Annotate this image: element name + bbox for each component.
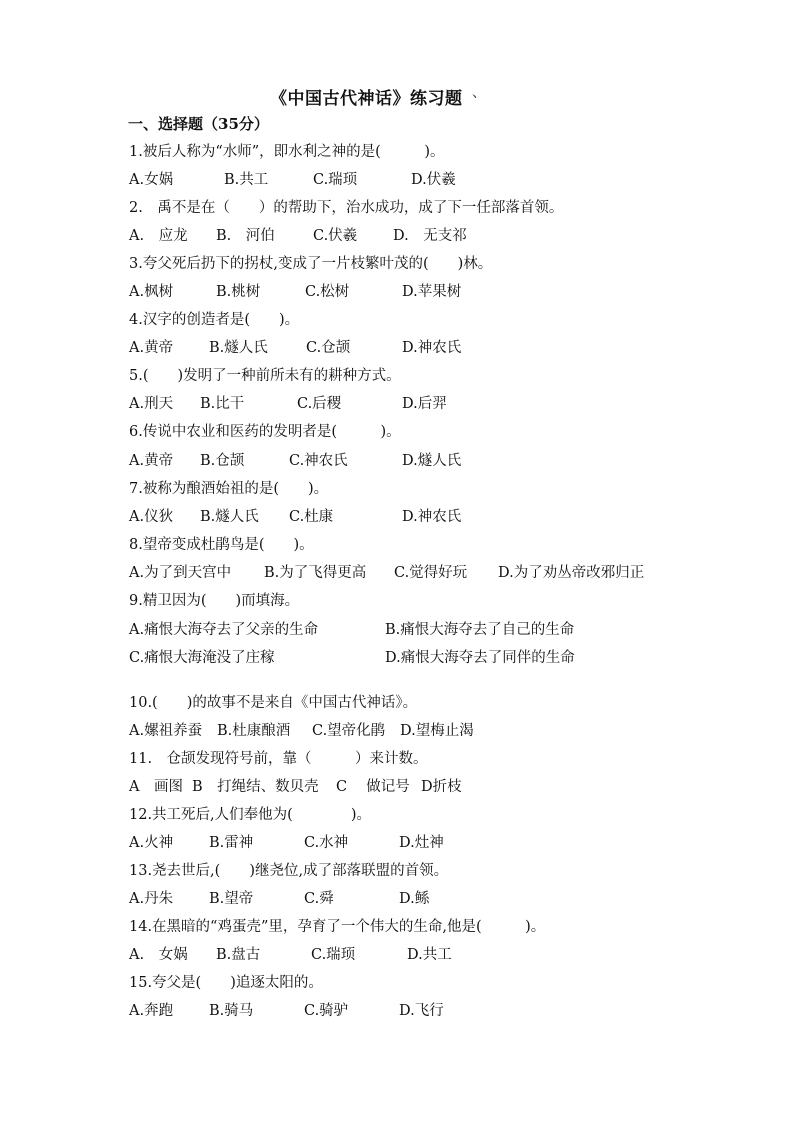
q1-option-b: B.共工: [224, 172, 269, 188]
q13-option-c: C.舜: [304, 891, 334, 907]
q2-option-d: D. 无支祁: [393, 228, 467, 244]
question-7: 7.被称为酿酒始祖的是( )。: [129, 481, 329, 497]
question-14: 14.在黑暗的“鸡蛋壳”里，孕育了一个伟大的生命,他是( )。: [129, 919, 546, 935]
q1-option-a: A.女娲: [129, 172, 174, 188]
q3-option-a: A.枫树: [129, 284, 174, 300]
q6-option-d: D.燧人氏: [402, 453, 462, 469]
q14-option-a: A. 女娲: [129, 947, 188, 963]
q9-option-b: B.痛恨大海夺去了自己的生命: [385, 622, 575, 638]
question-11: 11. 仓颉发现符号前，靠（ ）来计数。: [129, 751, 428, 767]
q1-option-c: C.瑞顼: [313, 172, 358, 188]
question-10: 10.( )的故事不是来自《中国古代神话》。: [129, 695, 418, 711]
q8-option-a: A.为了到天宫中: [129, 565, 232, 581]
q2-option-a: A. 应龙: [129, 228, 188, 244]
q1-option-d: D.伏羲: [411, 172, 456, 188]
q4-option-d: D.神农氏: [402, 340, 462, 356]
question-8: 8.望帝变成杜鹃鸟是( )。: [129, 537, 314, 553]
question-2: 2. 禹不是在（ ）的帮助下，治水成功，成了下一任部落首领。: [129, 200, 564, 216]
q2-option-c: C.伏羲: [313, 228, 358, 244]
q7-option-b: B.燧人氏: [200, 509, 259, 525]
q5-option-b: B.比干: [200, 396, 245, 412]
q8-option-b: B.为了飞得更高: [264, 565, 367, 581]
q11-option-c: C 做记号: [336, 779, 410, 795]
question-1: 1.被后人称为“水师”，即水利之神的是( )。: [129, 144, 445, 160]
q13-option-a: A.丹朱: [129, 891, 174, 907]
q8-option-c: C.觉得好玩: [394, 565, 468, 581]
q4-option-c: C.仓颉: [306, 340, 351, 356]
q3-option-b: B.桃树: [216, 284, 261, 300]
q14-option-b: B.盘古: [216, 947, 261, 963]
q5-option-c: C.后稷: [297, 396, 342, 412]
q15-option-d: D.飞行: [399, 1003, 444, 1019]
q12-option-d: D.灶神: [399, 835, 444, 851]
q10-option-d: D.望梅止渴: [400, 723, 474, 739]
q5-option-a: A.刑天: [129, 396, 174, 412]
page-title: 《中国古代神话》练习题: [270, 89, 463, 109]
q7-option-a: A.仪狄: [129, 509, 174, 525]
question-5: 5.( )发明了一种前所未有的耕种方式。: [129, 368, 401, 384]
q11-option-a: A 画图: [129, 779, 183, 795]
q12-option-c: C.水神: [304, 835, 349, 851]
q11-option-b: B 打绳结、数贝壳: [192, 779, 319, 795]
q10-option-b: B.杜康酿酒: [217, 723, 291, 739]
q9-option-c: C.痛恨大海淹没了庄稼: [129, 650, 275, 666]
section-heading: 一、选择题（35分）: [128, 115, 269, 133]
q6-option-c: C.神农氏: [289, 453, 348, 469]
question-3: 3.夸父死后扔下的拐杖,变成了一片枝繁叶茂的( )林。: [129, 256, 493, 272]
q2-option-b: B. 河伯: [216, 228, 275, 244]
q7-option-d: D.神农氏: [402, 509, 462, 525]
question-13: 13.尧去世后,( )继尧位,成了部落联盟的首领。: [129, 863, 449, 879]
q14-option-c: C.瑞顼: [311, 947, 356, 963]
q6-option-b: B.仓颉: [200, 453, 245, 469]
q4-option-a: A.黄帝: [129, 340, 174, 356]
q10-option-a: A.嫘祖养蚕: [129, 723, 203, 739]
q13-option-d: D.鲧: [399, 891, 430, 907]
q3-option-d: D.苹果树: [402, 284, 462, 300]
q15-option-c: C.骑驴: [304, 1003, 349, 1019]
q13-option-b: B.望帝: [209, 891, 254, 907]
q5-option-d: D.后羿: [402, 396, 447, 412]
q8-option-d: D.为了劝丛帝改邪归正: [498, 565, 645, 581]
q14-option-d: D.共工: [407, 947, 452, 963]
q6-option-a: A.黄帝: [129, 453, 174, 469]
q4-option-b: B.燧人氏: [209, 340, 268, 356]
q11-option-d: D折枝: [421, 779, 462, 795]
question-12: 12.共工死后,人们奉他为( )。: [129, 807, 371, 823]
question-9: 9.精卫因为( )而填海。: [129, 593, 300, 609]
title-mark: 、: [472, 85, 486, 101]
q15-option-a: A.奔跑: [129, 1003, 174, 1019]
q12-option-a: A.火神: [129, 835, 174, 851]
q15-option-b: B.骑马: [209, 1003, 254, 1019]
q10-option-c: C.望帝化鹃: [312, 723, 386, 739]
question-15: 15.夸父是( )追逐太阳的。: [129, 975, 323, 991]
q7-option-c: C.杜康: [289, 509, 334, 525]
q3-option-c: C.松树: [305, 284, 350, 300]
question-4: 4.汉字的创造者是( )。: [129, 312, 300, 328]
q12-option-b: B.雷神: [209, 835, 254, 851]
question-6: 6.传说中农业和医药的发明者是( )。: [129, 424, 401, 440]
q9-option-d: D.痛恨大海夺去了同伴的生命: [385, 650, 575, 666]
q9-option-a: A.痛恨大海夺去了父亲的生命: [129, 622, 319, 638]
